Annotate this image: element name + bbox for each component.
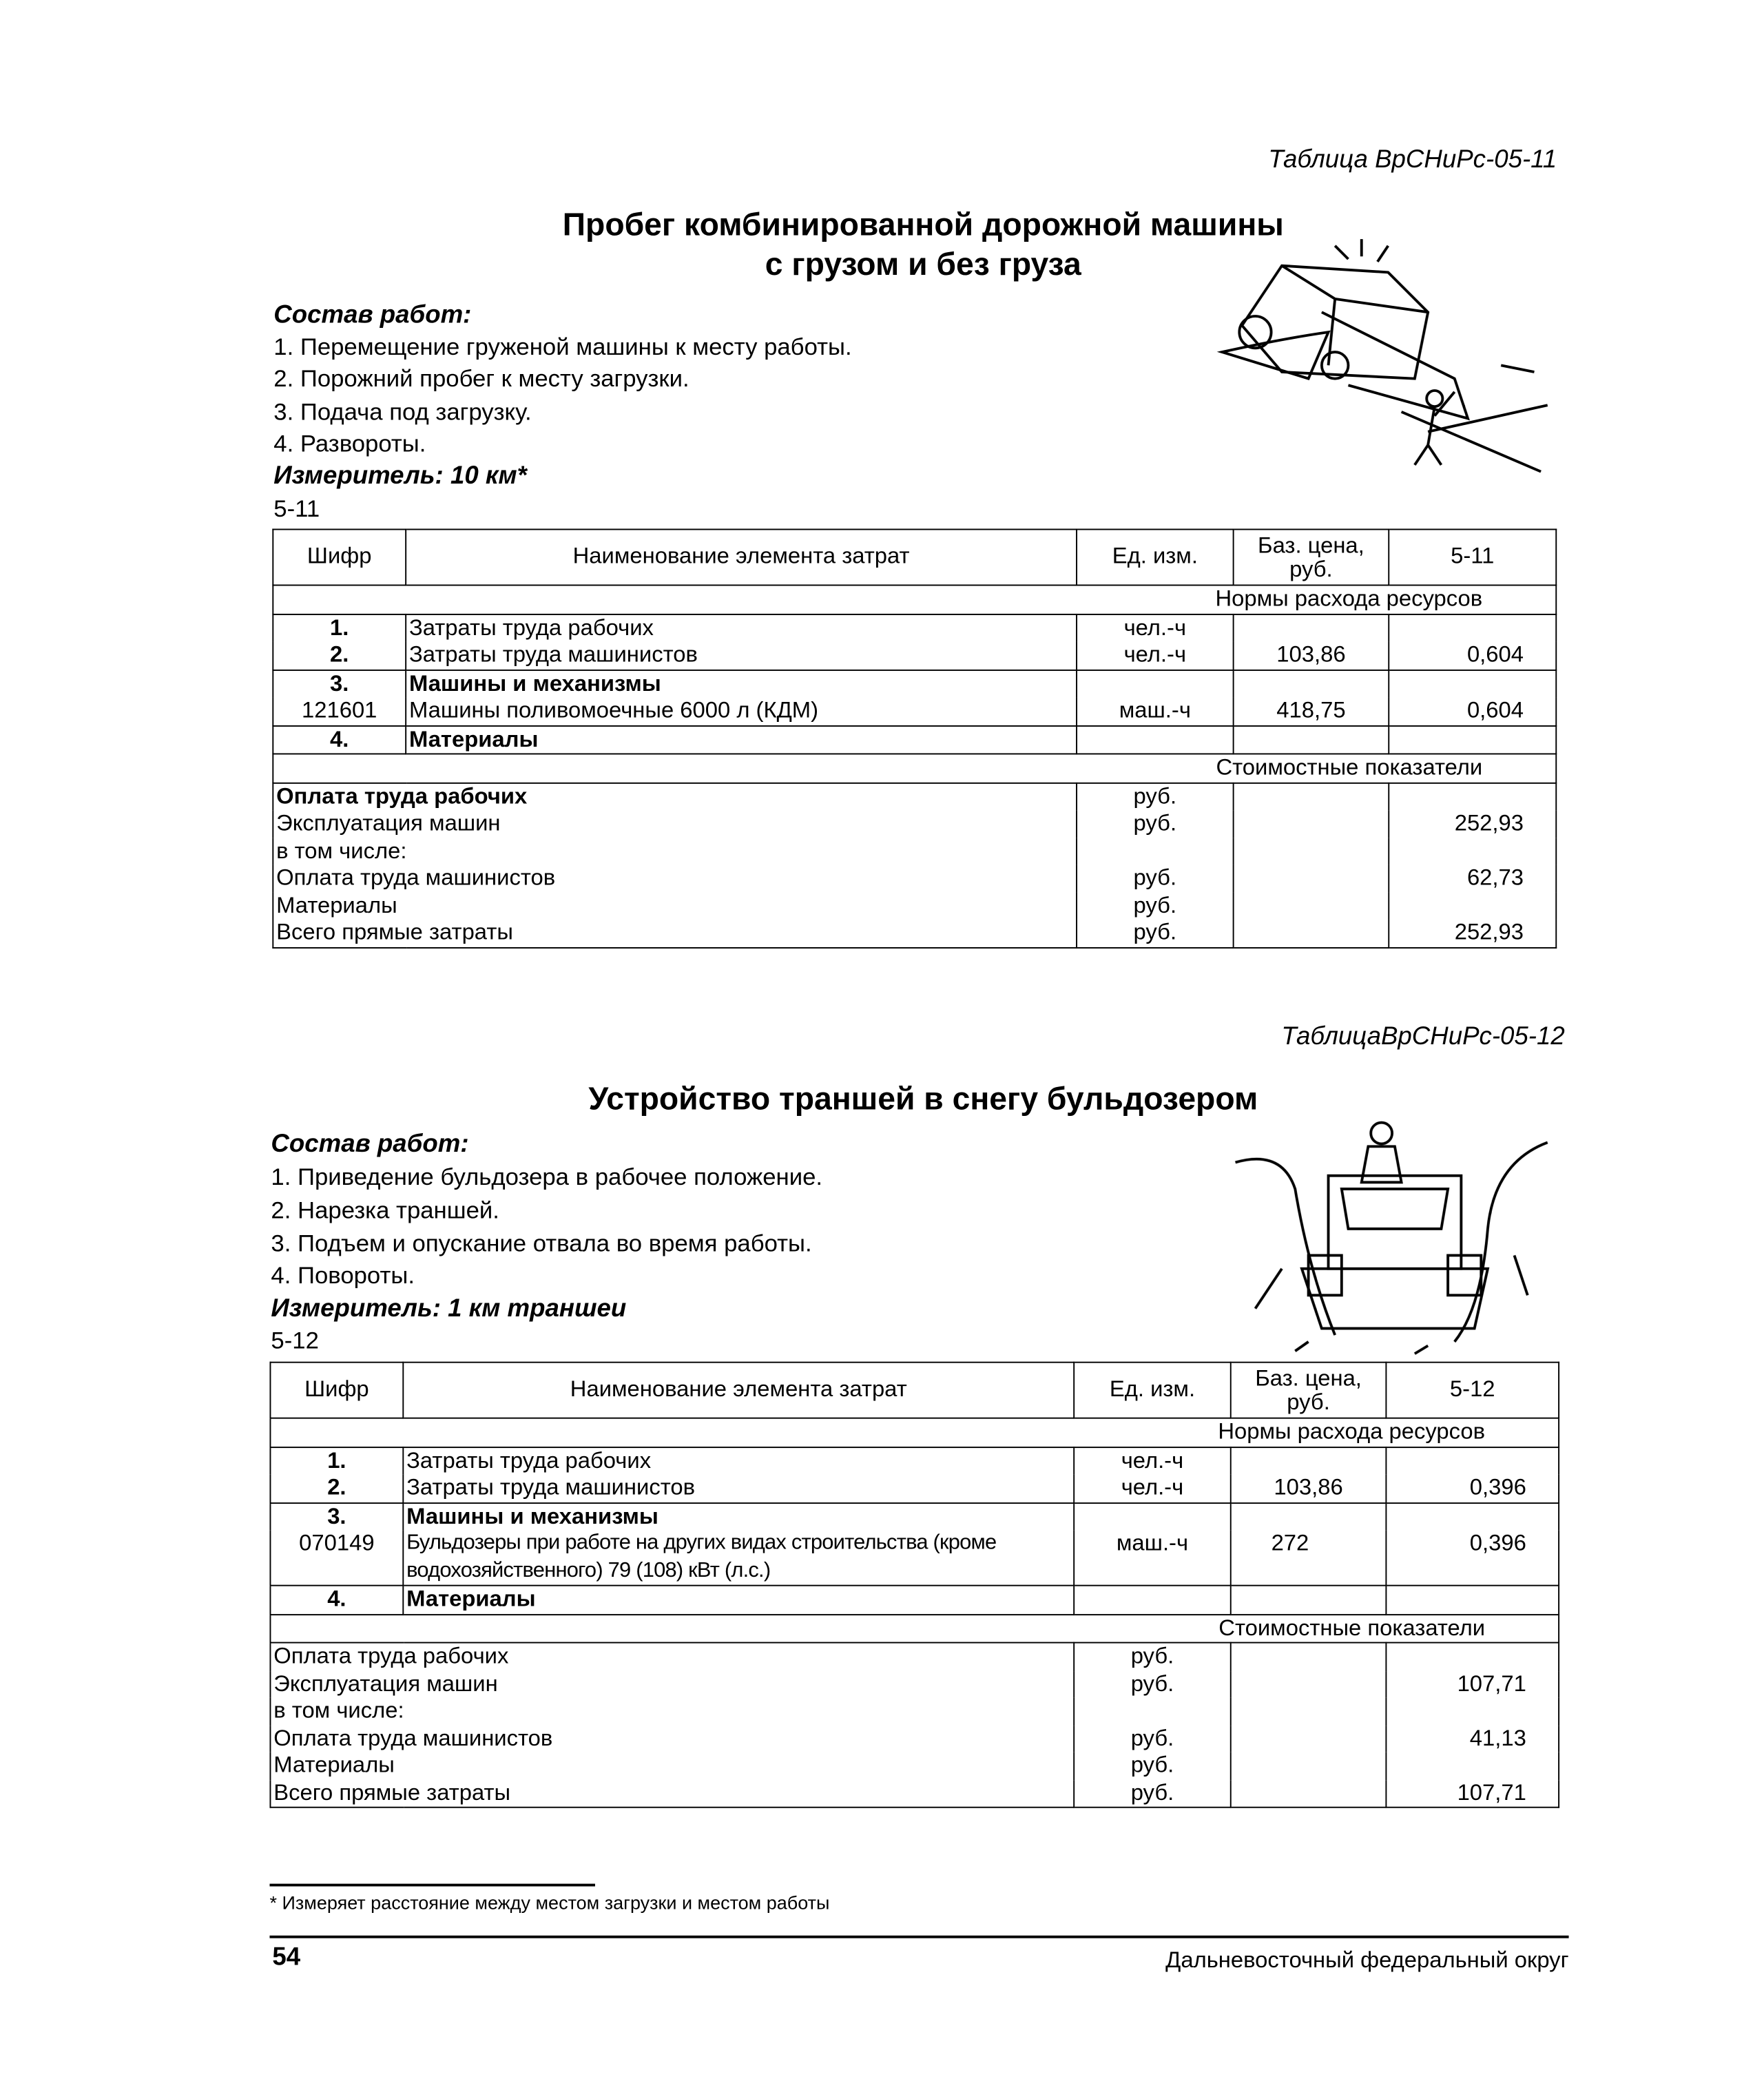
cost-row: Оплата труда машинистов руб. 62,73 — [273, 865, 1556, 892]
measure-unit: Измеритель: 1 км траншеи — [271, 1295, 627, 1323]
work-item: 4. Развороты. — [273, 430, 426, 457]
cost-label: Стоимостные показатели — [270, 1614, 1559, 1642]
work-item: 2. Порожний пробег к месту загрузки. — [273, 365, 689, 392]
cost-table — [272, 529, 1557, 948]
table-row: 1. Затраты труда рабочих чел.-ч — [270, 1447, 1559, 1474]
header-name: Наименование элемента затрат — [403, 1363, 1074, 1418]
header-price: Баз. цена, руб. — [1231, 1363, 1387, 1418]
section-title-line2: с грузом и без груза — [765, 247, 1081, 283]
header-norm: 5-11 — [1389, 530, 1556, 586]
page-number: 54 — [272, 1943, 301, 1971]
footnote-divider — [269, 1884, 594, 1886]
table-row: 2. Затраты труда машинистов чел.-ч 103,86 0,604 — [273, 641, 1556, 669]
footer-region: Дальневосточный федеральный округ — [1165, 1947, 1569, 1973]
cost-row: Оплата труда рабочих руб. — [270, 1643, 1559, 1670]
norms-label: Нормы расхода ресурсов — [270, 1418, 1559, 1447]
cost-label: Стоимостные показатели — [273, 754, 1556, 782]
cost-row: Всего прямые затраты руб. 252,93 — [273, 920, 1556, 947]
section-title: Пробег комбинированной дорожной машины — [562, 207, 1284, 243]
header-price: Баз. цена, руб. — [1234, 530, 1389, 586]
norm-code: 5-11 — [273, 495, 320, 522]
table-row: 121601 Машины поливомоечные 6000 л (КДМ) маш.-ч 418,75 0,604 — [273, 697, 1556, 725]
bulldozer-illustration — [1229, 1109, 1554, 1355]
norm-code: 5-12 — [271, 1327, 319, 1354]
header-norm: 5-12 — [1386, 1363, 1559, 1418]
norms-label: Нормы расхода ресурсов — [273, 586, 1556, 614]
footer-divider — [269, 1936, 1568, 1938]
header-unit: Ед. изм. — [1077, 530, 1234, 586]
cost-row: Эксплуатация машин руб. 107,71 — [270, 1670, 1559, 1698]
table-row: 4. Материалы — [270, 1586, 1559, 1614]
measure-unit: Измеритель: 10 км* — [273, 462, 527, 490]
cost-row: Эксплуатация машин руб. 252,93 — [273, 810, 1556, 838]
cost-row: Оплата труда машинистов руб. 41,13 — [270, 1725, 1559, 1752]
cost-row: в том числе: — [273, 838, 1556, 865]
header-name: Наименование элемента затрат — [406, 530, 1077, 586]
work-item: 2. Нарезка траншей. — [271, 1197, 499, 1224]
composition-label: Состав работ: — [273, 301, 472, 330]
work-item: 4. Повороты. — [271, 1262, 415, 1289]
work-item: 3. Подъем и опускание отвала во время работы. — [271, 1230, 812, 1257]
cost-row: Оплата труда рабочих руб. — [273, 783, 1556, 810]
table-row: 3. Машины и механизмы — [270, 1502, 1559, 1530]
work-item: 3. Подача под загрузку. — [273, 398, 532, 426]
composition-label: Состав работ: — [271, 1130, 469, 1159]
table-row: 3. Машины и механизмы — [273, 670, 1556, 697]
table-row: 4. Материалы — [273, 725, 1556, 754]
table-row: 1. Затраты труда рабочих чел.-ч — [273, 614, 1556, 641]
table-label: ТаблицаВрСНиРс-05-12 — [1281, 1022, 1565, 1051]
road-machine-illustration — [1202, 232, 1554, 478]
header-code: Шифр — [270, 1363, 403, 1418]
table-row: 070149 Бульдозеры при работе на других видах строительства (кроме водохозяйственного) 79 (108) кВт (л.с.) маш.-ч 272 0,396 — [270, 1531, 1559, 1586]
cost-row: в том числе: — [270, 1698, 1559, 1726]
table-row: 2. Затраты труда машинистов чел.-ч 103,86 0,396 — [270, 1475, 1559, 1502]
table-label: Таблица ВрСНиРс-05-11 — [1268, 146, 1557, 174]
cost-row: Материалы руб. — [273, 892, 1556, 920]
section-title: Устройство траншей в снегу бульдозером — [588, 1081, 1258, 1117]
cost-row: Всего прямые затраты руб. 107,71 — [270, 1779, 1559, 1807]
header-unit: Ед. изм. — [1074, 1363, 1231, 1418]
footnote: * Измеряет расстояние между местом загрузки и местом работы — [269, 1892, 830, 1914]
work-item: 1. Перемещение груженой машины к месту работы. — [273, 333, 852, 360]
cost-row: Материалы руб. — [270, 1752, 1559, 1780]
work-item: 1. Приведение бульдозера в рабочее положение. — [271, 1163, 823, 1190]
cost-table — [269, 1362, 1559, 1808]
header-code: Шифр — [273, 530, 406, 586]
